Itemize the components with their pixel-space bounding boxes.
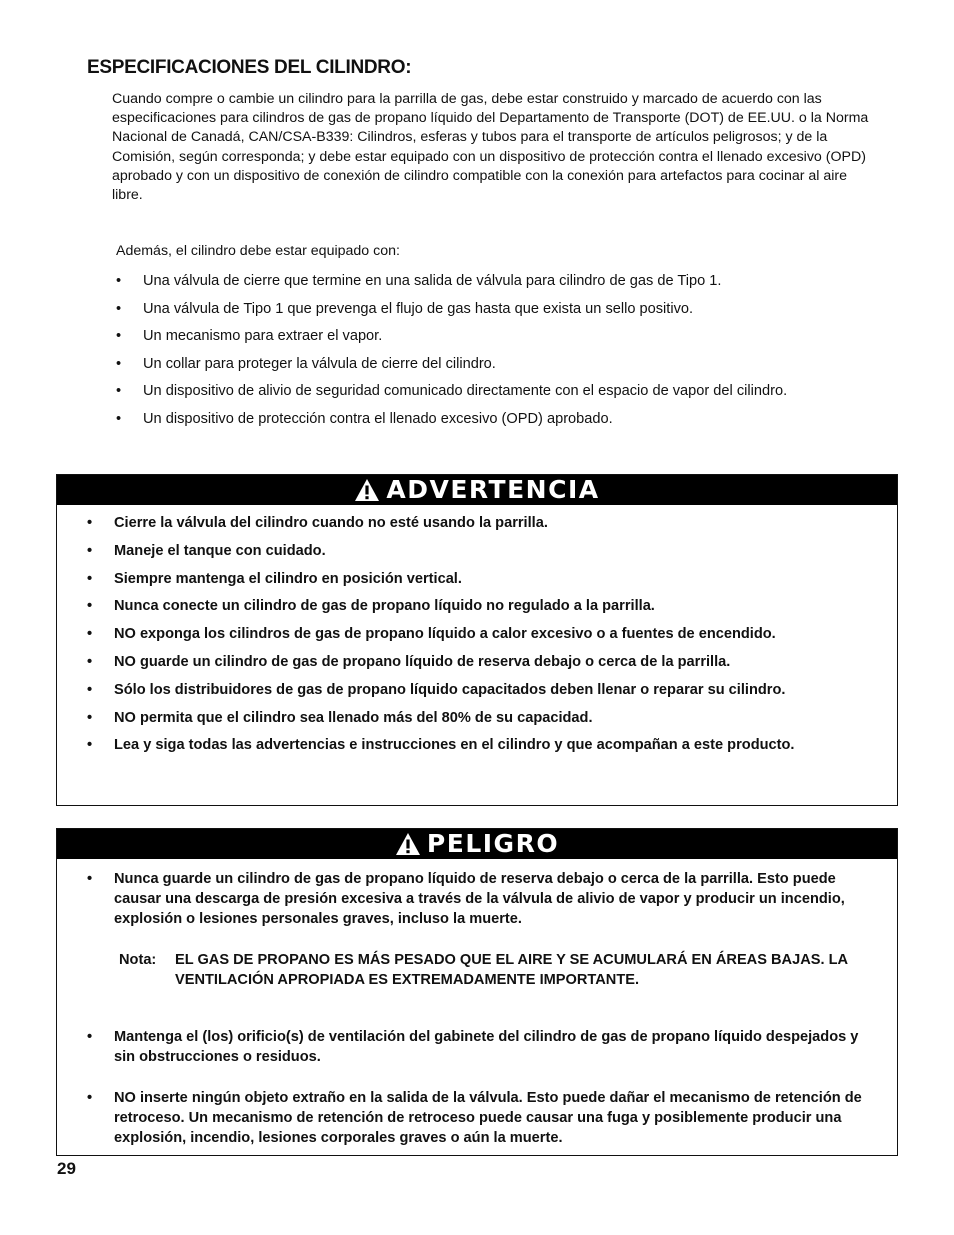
bullet: • bbox=[87, 515, 93, 531]
warning-triangle-icon bbox=[395, 832, 421, 856]
peligro-list bbox=[57, 859, 897, 929]
bullet: • bbox=[87, 737, 93, 754]
peligro-note bbox=[57, 950, 897, 990]
list-item bbox=[57, 1088, 897, 1148]
list-item bbox=[57, 597, 897, 616]
list-item-text: Siempre mantenga el cilindro en posición vertical. bbox=[114, 570, 462, 587]
bullet: • bbox=[87, 1029, 93, 1045]
peligro-list-continued bbox=[57, 1017, 897, 1148]
list-item-text: Una válvula de Tipo 1 que prevenga el flujo de gas hasta que exista un sello positivo. bbox=[143, 300, 694, 317]
bullet: • bbox=[116, 328, 122, 345]
list-item bbox=[116, 327, 906, 355]
list-item-text: Un dispositivo de protección contra el llenado excesivo (OPD) aprobado. bbox=[143, 410, 613, 427]
bullet: • bbox=[116, 355, 122, 372]
page-number: 29 bbox=[57, 1159, 76, 1178]
list-item bbox=[57, 653, 897, 672]
bullet: • bbox=[87, 681, 93, 698]
advertencia-header bbox=[57, 475, 897, 505]
peligro-title: PELIGRO bbox=[426, 829, 560, 858]
note-label: Nota: bbox=[119, 952, 157, 968]
list-item bbox=[116, 272, 906, 300]
list-item-text: Cierre la válvula del cilindro cuando no esté usando la parrilla. bbox=[114, 515, 548, 531]
peligro-header bbox=[57, 829, 897, 859]
list-item-text: NO permita que el cilindro sea llenado más del 80% de su capacidad. bbox=[114, 709, 593, 726]
bullet: • bbox=[116, 273, 122, 289]
list-item-text: NO guarde un cilindro de gas de propano líquido de reserva debajo o cerca de la parrilla. bbox=[114, 653, 731, 670]
bullet: • bbox=[116, 410, 122, 427]
peligro-box bbox=[56, 828, 898, 1156]
list-item bbox=[116, 410, 906, 438]
bullet: • bbox=[87, 598, 93, 615]
advertencia-title: ADVERTENCIA bbox=[386, 475, 600, 504]
list-item-text: Nunca conecte un cilindro de gas de propano líquido no regulado a la parrilla. bbox=[114, 598, 655, 615]
list-item-text: Mantenga el (los) orificio(s) de ventilación del gabinete del cilindro de gas de propano líquido despejados y sin obstrucciones o residuos. bbox=[114, 1029, 859, 1065]
list-item-text: Un mecanismo para extraer el vapor. bbox=[143, 328, 383, 345]
note-text: EL GAS DE PROPANO ES MÁS PESADO QUE EL AIRE Y SE ACUMULARÁ EN ÁREAS BAJAS. LA VENTILACIÓN APROPIADA ES EXTREMADAMENTE IMPORTANTE. bbox=[175, 952, 848, 988]
bullet: • bbox=[116, 383, 122, 400]
section-title: ESPECIFICACIONES DEL CILINDRO: bbox=[87, 57, 412, 78]
equipment-lead: Además, el cilindro debe estar equipado con: bbox=[116, 243, 400, 259]
list-item-text: Nunca guarde un cilindro de gas de propano líquido de reserva debajo o cerca de la parrilla. Esto puede causar una descarga de presión excesiva a través de la válvula de alivio de vapor y producir un incendio, explosión o lesiones personales graves, incluso la muerte. bbox=[114, 871, 845, 927]
list-item bbox=[57, 869, 897, 929]
advertencia-list bbox=[57, 505, 897, 755]
bullet: • bbox=[87, 1090, 93, 1106]
list-item-text: Una válvula de cierre que termine en una salida de válvula para cilindro de gas de Tipo 1. bbox=[143, 273, 722, 289]
bullet: • bbox=[87, 626, 93, 643]
bullet: • bbox=[87, 709, 93, 726]
warning-triangle-icon bbox=[354, 478, 380, 502]
list-item bbox=[57, 736, 897, 755]
list-item bbox=[116, 300, 906, 328]
list-item bbox=[57, 681, 897, 700]
list-item-text: NO inserte ningún objeto extraño en la salida de la válvula. Esto puede dañar el mecanismo de retención de retroceso. Un mecanismo de retención de retroceso puede causar una fuga y posiblemente producir una explosión, incendio, lesiones corporales graves o aún la muerte. bbox=[114, 1090, 862, 1146]
list-item bbox=[57, 542, 897, 561]
equipment-list bbox=[116, 272, 906, 438]
bullet: • bbox=[87, 570, 93, 587]
list-item bbox=[57, 514, 897, 533]
list-item bbox=[57, 709, 897, 728]
list-item-text: Un dispositivo de alivio de seguridad comunicado directamente con el espacio de vapor del cilindro. bbox=[143, 383, 788, 400]
list-item bbox=[116, 355, 906, 383]
bullet: • bbox=[87, 542, 93, 559]
bullet: • bbox=[87, 871, 93, 887]
list-item-text: Maneje el tanque con cuidado. bbox=[114, 542, 326, 559]
list-item-text: Lea y siga todas las advertencias e instrucciones en el cilindro y que acompañan a este producto. bbox=[114, 737, 795, 754]
list-item bbox=[57, 1027, 897, 1067]
bullet: • bbox=[87, 653, 93, 670]
advertencia-box bbox=[56, 474, 898, 806]
list-item bbox=[116, 382, 906, 410]
list-item-text: Un collar para proteger la válvula de cierre del cilindro. bbox=[143, 355, 496, 372]
intro-paragraph: Cuando compre o cambie un cilindro para la parrilla de gas, debe estar construido y marcado de acuerdo con las especificaciones para cilindros de gas de propano líquido del Departamento de Transporte (DOT) de EE.UU. o la Norma Nacional de Canadá, CAN/CSA-B339: Cilindros, esferas y tubos para el transporte de artículos peligrosos; y de la Comisión, según corresponda; y debe estar equipado con un dispositivo de protección contra el llenado excesivo (OPD) aprobado y con un dispositivo de conexión de cilindro compatible con la conexión para artefactos para cocinar al aire libre. bbox=[112, 91, 869, 204]
list-item-text: Sólo los distribuidores de gas de propano líquido capacitados deben llenar o reparar su cilindro. bbox=[114, 681, 786, 698]
list-item-text: NO exponga los cilindros de gas de propano líquido a calor excesivo o a fuentes de encendido. bbox=[114, 626, 776, 643]
list-item bbox=[57, 570, 897, 589]
list-item bbox=[57, 625, 897, 644]
bullet: • bbox=[116, 300, 122, 317]
